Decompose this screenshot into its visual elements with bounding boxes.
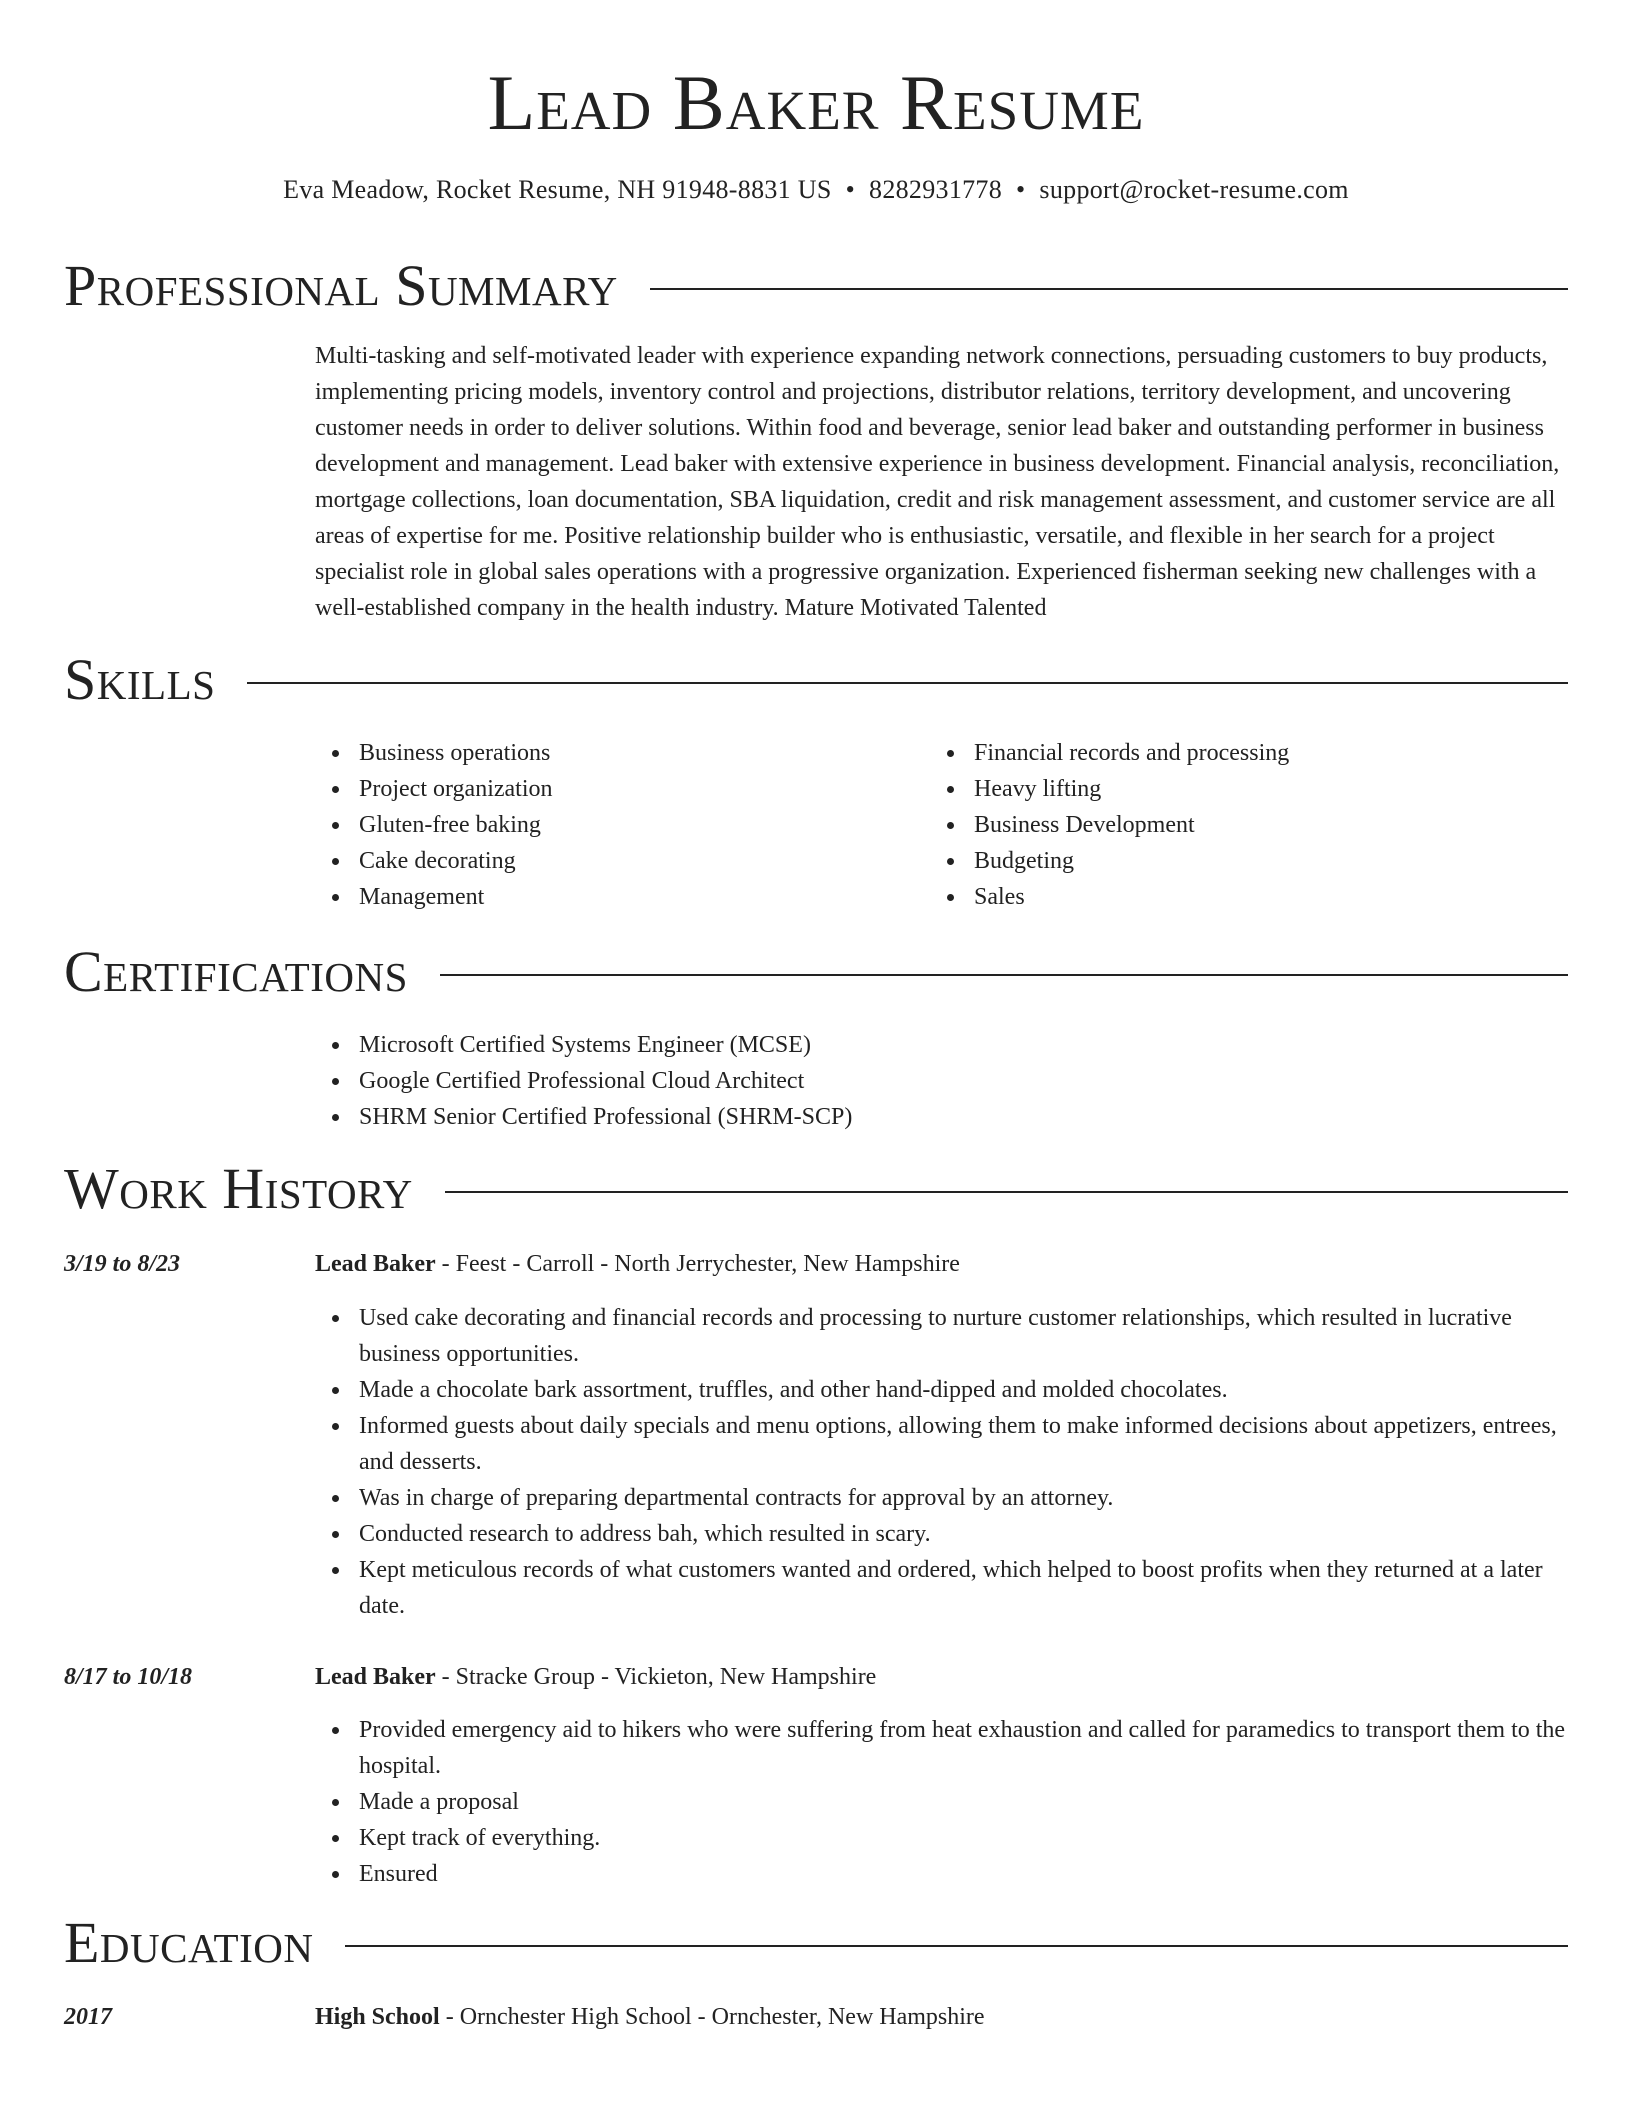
- job-dates: 8/17 to 10/18: [64, 1664, 193, 1690]
- section-divider: [345, 1945, 1568, 1947]
- job-bullet: Provided emergency aid to hikers who were suffering from heat exhaustion and called for paramedics to transport them to the hospital.: [315, 1712, 1575, 1784]
- skill-item: Management: [315, 879, 915, 915]
- contact-phone: 8282931778: [869, 175, 1003, 204]
- job-bullet: Ensured: [315, 1856, 1575, 1892]
- job-bullet: Used cake decorating and financial records and processing to nurture customer relationships, which resulted in lucrative business opportunities.: [315, 1300, 1575, 1372]
- education-details: - Ornchester High School - Ornchester, New Hampshire: [439, 2004, 985, 2030]
- skills-heading: Skills: [64, 647, 216, 712]
- skill-item: Cake decorating: [315, 843, 915, 879]
- contact-separator: •: [1016, 175, 1026, 204]
- contact-separator: •: [845, 175, 856, 204]
- job-bullet: Informed guests about daily specials and menu options, allowing them to make informed decisions about appetizers, entrees, and desserts.: [315, 1408, 1575, 1480]
- summary-text: Multi-tasking and self-motivated leader with experience expanding network connections, persuading customers to buy products, implementing pricing models, inventory control and projections, distributor relations, territory development, and uncovering customer needs in order to deliver solutions. Within food and beverage, senior lead baker and outstanding performer in business development and management. Lead baker with extensive experience in business development. Financial analysis, reconciliation, mortgage collections, loan documentation, SBA liquidation, credit and risk management assessment, and customer service are all areas of expertise for me. Positive relationship builder who is enthusiastic, versatile, and flexible in her search for a project specialist role in global sales operations with a progressive organization. Experienced fisherman seeking new challenges with a well-established company in the health industry. Mature Motivated Talented: [315, 343, 1560, 621]
- certification-item: SHRM Senior Certified Professional (SHRM-SCP): [315, 1099, 1575, 1135]
- education-degree: High School: [315, 2004, 440, 2030]
- certification-item: Google Certified Professional Cloud Architect: [315, 1063, 1575, 1099]
- job-bullet: Made a chocolate bark assortment, truffles, and other hand-dipped and molded chocolates.: [315, 1372, 1575, 1408]
- section-divider: [650, 288, 1568, 290]
- section-divider: [247, 682, 1568, 684]
- job-bullets: [315, 1712, 1575, 1892]
- job-bullet: Kept track of everything.: [315, 1820, 1575, 1856]
- summary-heading-row: [64, 254, 1568, 318]
- job-bullet: Kept meticulous records of what customers wanted and ordered, which helped to boost profits when they returned at a later date.: [315, 1552, 1575, 1624]
- education-entry: [315, 1999, 1575, 2035]
- skill-item: Gluten-free baking: [315, 807, 915, 843]
- education-heading-row: [64, 1911, 1568, 1975]
- section-divider: [445, 1191, 1568, 1193]
- work-heading: Work History: [64, 1156, 413, 1221]
- section-divider: [440, 974, 1568, 976]
- skill-item: Project organization: [315, 771, 915, 807]
- certifications-heading-row: [64, 940, 1568, 1004]
- job-bullet: Was in charge of preparing departmental contracts for approval by an attorney.: [315, 1480, 1575, 1516]
- skill-item: Budgeting: [930, 843, 1570, 879]
- skills-list-right: [930, 735, 1570, 915]
- job-heading: [315, 1246, 1575, 1282]
- job-title: Lead Baker: [315, 1251, 436, 1277]
- summary-heading: Professional Summary: [64, 253, 618, 318]
- job-bullet: Conducted research to address bah, which resulted in scary.: [315, 1516, 1575, 1552]
- contact-email[interactable]: support@rocket-resume.com: [1039, 175, 1349, 204]
- certifications-list: [315, 1027, 1575, 1135]
- job-bullets: [315, 1300, 1575, 1624]
- skill-item: Business Development: [930, 807, 1570, 843]
- contact-line: [0, 172, 1632, 208]
- job-bullet: Made a proposal: [315, 1784, 1575, 1820]
- work-heading-row: [64, 1157, 1568, 1221]
- job-heading: [315, 1659, 1575, 1695]
- job-details: - Feest - Carroll - North Jerrychester, New Hampshire: [435, 1251, 960, 1277]
- job-title: Lead Baker: [315, 1664, 436, 1690]
- education-heading: Education: [64, 1910, 314, 1975]
- contact-address: Eva Meadow, Rocket Resume, NH 91948-8831 US: [283, 175, 832, 204]
- resume-title: Lead Baker Resume: [487, 59, 1145, 146]
- job-dates: 3/19 to 8/23: [64, 1251, 181, 1277]
- skills-list-left: [315, 735, 915, 915]
- skill-item: Business operations: [315, 735, 915, 771]
- job-details: - Stracke Group - Vickieton, New Hampshire: [435, 1664, 877, 1690]
- skill-item: Sales: [930, 879, 1570, 915]
- skills-heading-row: [64, 648, 1568, 712]
- education-year: 2017: [64, 2004, 112, 2030]
- skill-item: Heavy lifting: [930, 771, 1570, 807]
- certification-item: Microsoft Certified Systems Engineer (MCSE): [315, 1027, 1575, 1063]
- skill-item: Financial records and processing: [930, 735, 1570, 771]
- certifications-heading: Certifications: [64, 939, 408, 1004]
